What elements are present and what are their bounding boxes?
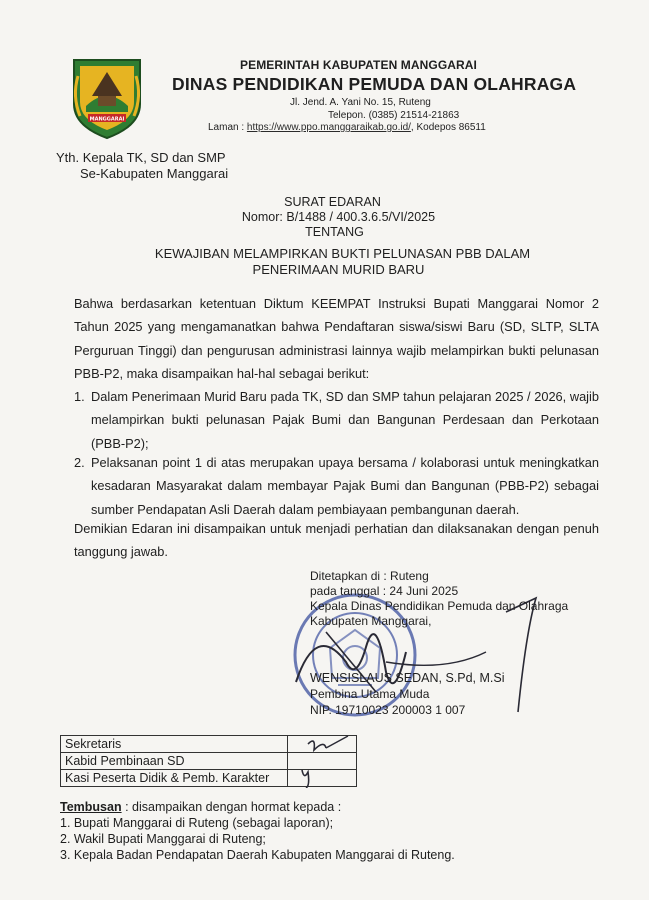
office-website-line (208, 122, 486, 133)
carbon-copy-heading-line (60, 800, 341, 814)
initials-role: Kabid Pembinaan SD (61, 753, 288, 770)
signer-rank: Pembina Utama Muda (310, 687, 430, 701)
point-2-number: 2. (74, 455, 85, 470)
carbon-copy-heading: Tembusan (60, 800, 122, 814)
letter-subject-line-1: KEWAJIBAN MELAMPIRKAN BUKTI PELUNASAN PBB DALAM (154, 246, 531, 261)
point-2-text: Pelaksanan point 1 di atas merupakan upaya bersama / kolaborasi untuk meningkatkan kesadaran Masyarakat dalam membayar Pajak Bumi dan Bangunan (PBB-P2) sebagai sumber Pendapatan Asli Daerah dalam pembiayaan pembangunan daerah. (91, 455, 599, 517)
carbon-copy-item: 2. Wakil Bupati Manggarai di Ruteng; (60, 832, 266, 846)
initials-role: Sekretaris (61, 736, 288, 753)
point-1-text: Dalam Penerimaan Murid Baru pada TK, SD dan SMP tahun pelajaran 2025 / 2026, wajib melampirkan bukti pelunasan Pajak Bumi dan Bangunan Perdesaan dan Perkotaan (PBB-P2); (91, 389, 599, 451)
letter-type: SURAT EDARAN (284, 195, 381, 209)
signer-position-line-1: Kepala Dinas Pendidikan Pemuda dan Olahraga (310, 599, 569, 613)
carbon-copy-intro: : disampaikan dengan hormat kepada : (121, 800, 342, 814)
department-name: DINAS PENDIDIKAN PEMUDA DAN OLAHRAGA (172, 74, 577, 94)
closing-paragraph: Demikian Edaran ini disampaikan untuk menjadi perhatian dan dilaksanakan dengan penuh tanggung jawab. (74, 521, 599, 560)
government-name: PEMERINTAH KABUPATEN MANGGARAI (240, 58, 477, 72)
letter-number: Nomor: B/1488 / 400.3.6.5/VI/2025 (241, 210, 436, 224)
intro-paragraph: Bahwa berdasarkan ketentuan Diktum KEEMPAT Instruksi Bupati Manggarai Nomor 2 Tahun 2025 yang mengamanatkan bahwa Pendaftaran siswa/siswi Baru (SD, SLTP, SLTA Perguruan Tinggi) dan pengurusan administrasi lainnya wajib melampirkan bukti pelunasan PBB-P2, maka disampaikan hal-hal sebagai berikut: (74, 296, 599, 381)
initials-scribble-icon (296, 732, 356, 788)
signer-nip: NIP. 19710023 200003 1 007 (310, 703, 466, 717)
point-1-number: 1. (74, 389, 85, 404)
signature-date: pada tanggal : 24 Juni 2025 (310, 584, 459, 598)
recipient-line-1: Yth. Kepala TK, SD dan SMP (56, 150, 226, 165)
initials-role: Kasi Peserta Didik & Pemb. Karakter (61, 770, 288, 787)
office-phone: Telepon. (0385) 21514-21863 (328, 110, 460, 121)
signature-place: Ditetapkan di : Ruteng (310, 569, 429, 583)
recipient-line-2: Se-Kabupaten Manggarai (80, 166, 229, 181)
letter-about: TENTANG (305, 225, 364, 239)
signer-name: WENSISLAUS SEDAN, S.Pd, M.Si (310, 671, 505, 685)
signer-position-line-2: Kabupaten Manggarai, (310, 614, 432, 628)
letterhead-divider (60, 142, 590, 146)
postal-code: , Kodepos 86511 (410, 122, 486, 133)
website-link[interactable]: https://www.ppo.manggaraikab.go.id/ (246, 122, 411, 133)
carbon-copy-item: 3. Kepala Badan Pendapatan Daerah Kabupaten Manggarai di Ruteng. (60, 848, 455, 862)
svg-text:MANGGARAI: MANGGARAI (89, 116, 125, 123)
website-label: Laman : (208, 122, 247, 133)
carbon-copy-item: 1. Bupati Manggarai di Ruteng (sebagai laporan); (60, 816, 334, 830)
regency-logo-icon (68, 56, 146, 140)
office-address: Jl. Jend. A. Yani No. 15, Ruteng (290, 97, 431, 108)
letter-subject-line-2: PENERIMAAN MURID BARU (252, 262, 425, 277)
